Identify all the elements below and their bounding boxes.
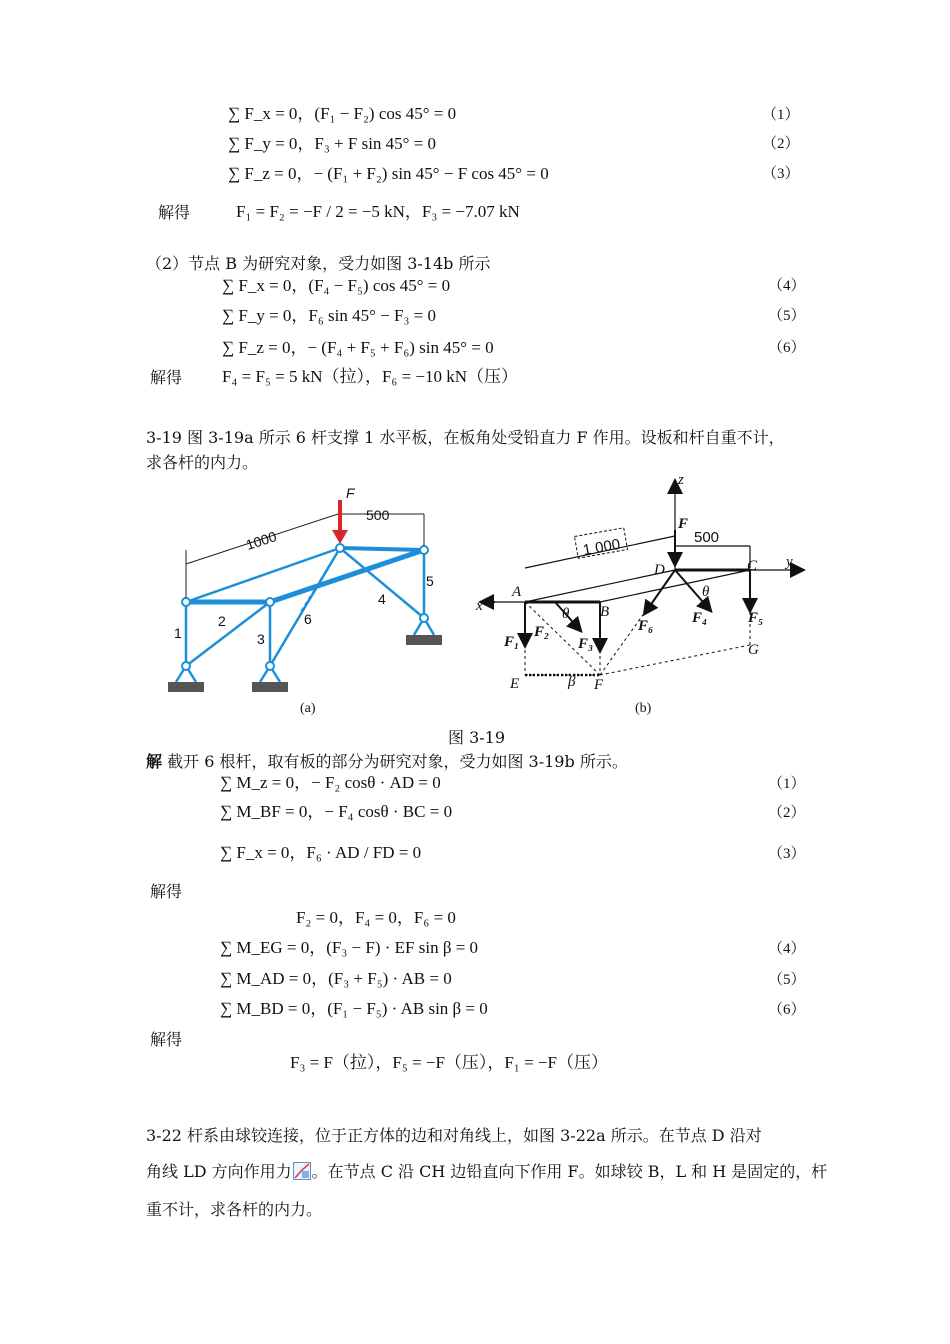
- equation-2: ∑ F_y = 0，F₃ + F sin 45° = 0: [228, 134, 437, 153]
- bar-label-5: 5: [426, 573, 434, 589]
- axis-x-label: x: [476, 598, 483, 614]
- point-B: B: [600, 604, 610, 620]
- equation-4: ∑ F_x = 0，(F₄ − F₅) cos 45° = 0: [222, 276, 451, 295]
- problem-322-line2b: 。在节点 C 沿 CH 边铅直向下作用 F。如球铰 B，L 和 H 是固定的，杆: [311, 1162, 828, 1181]
- solve-label-2: 解得: [150, 368, 183, 387]
- problem-322-line1: 3-22 杆系由球铰连接，位于正方体的边和对角线上，如图 3-22a 所示。在节点 D 沿对: [146, 1126, 762, 1145]
- equation-number-5: （5）: [768, 308, 806, 324]
- figure-caption: 图 3-19: [448, 728, 506, 747]
- moment-eq-1: ∑ M_z = 0，− F₂ cosθ · AD = 0: [220, 773, 441, 792]
- fig-b-caption: (b): [635, 701, 652, 716]
- ground-support-1: [168, 682, 204, 692]
- force-F5-label: F₅: [748, 610, 764, 626]
- moment-number-3: （3）: [768, 846, 806, 862]
- problem-322-line2: [146, 1162, 827, 1182]
- moment-number-4: （4）: [768, 941, 806, 957]
- fig-b-dim-1000: 1 000: [581, 535, 622, 560]
- fig-b-force-F: F: [678, 516, 689, 532]
- force-F2-label: F₂: [534, 624, 550, 640]
- axis-z-label: z: [678, 472, 684, 488]
- bar-label-2: 2: [218, 613, 226, 629]
- equation-number-6: （6）: [768, 340, 806, 356]
- ground-support-3: [406, 635, 442, 645]
- solve-label-4: 解得: [150, 1030, 183, 1049]
- fig-a-force-label: F: [346, 485, 355, 501]
- moment-eq-6: ∑ M_BD = 0，(F₁ − F₅) · AB sin β = 0: [220, 999, 488, 1018]
- result-1: F₂ = 0，F₄ = 0，F₆ = 0: [296, 908, 456, 927]
- equation-number-3: （3）: [762, 166, 800, 182]
- point-F: F: [594, 677, 604, 693]
- moment-eq-2: ∑ M_BF = 0，− F₄ cosθ · BC = 0: [220, 802, 453, 821]
- point-D: D: [654, 562, 665, 578]
- problem-319-line2: 求各杆的内力。: [146, 453, 259, 472]
- figure-3-19b: [470, 470, 810, 720]
- equation-number-1: （1）: [762, 107, 800, 123]
- moment-eq-5: ∑ M_AD = 0，(F₃ + F₅) · AB = 0: [220, 969, 452, 988]
- solution-head: 解: [146, 752, 163, 771]
- solve-result-2: F₄ = F₅ = 5 kN（拉），F₆ = −10 kN（压）: [222, 367, 519, 386]
- equation-number-2: （2）: [762, 136, 800, 152]
- solve-result: F₁ = F₂ = −F / 2 = −5 kN，F₃ = −7.07 kN: [236, 202, 520, 221]
- angle-theta-1: θ: [562, 606, 570, 622]
- point-G: G: [748, 642, 759, 658]
- force-F4-label: F₄: [692, 610, 708, 626]
- section-intro: （2）节点 B 为研究对象，受力如图 3-14b 所示: [146, 254, 491, 273]
- solve-label: 解得: [158, 203, 191, 222]
- force-F3-label: F₃: [578, 636, 594, 652]
- moment-number-6: （6）: [768, 1002, 806, 1018]
- point-A: A: [512, 584, 522, 600]
- moment-eq-4: ∑ M_EG = 0，(F₃ − F) · EF sin β = 0: [220, 938, 479, 957]
- point-C: C: [747, 558, 758, 574]
- equation-5: ∑ F_y = 0，F₆ sin 45° − F₃ = 0: [222, 306, 436, 325]
- bar-label-3: 3: [257, 631, 265, 647]
- problem-322-line2a: 角线 LD 方向作用力: [146, 1162, 292, 1181]
- angle-beta: β: [568, 674, 576, 690]
- fig-a-dim-1000: 1000: [243, 528, 279, 553]
- bar-label-6: 6: [304, 611, 312, 627]
- equation-6: ∑ F_z = 0，− (F₄ + F₅ + F₆) sin 45° = 0: [222, 338, 494, 357]
- angle-theta-2: θ: [702, 584, 710, 600]
- equation-1: ∑ F_x = 0，(F₁ − F₂) cos 45° = 0: [228, 104, 457, 123]
- equation-number-4: （4）: [768, 278, 806, 294]
- bar-label-4: 4: [378, 591, 386, 607]
- solve-label-3: 解得: [150, 882, 183, 901]
- problem-319-line1: 3-19 图 3-19a 所示 6 杆支撑 1 水平板，在板角处受铅直力 F 作用。设板和杆自重不计，: [146, 428, 785, 447]
- solution-intro: [146, 752, 628, 772]
- fig-a-dim-500: 500: [366, 507, 390, 523]
- force-F6-label: F₆: [638, 618, 654, 634]
- point-E: E: [510, 676, 520, 692]
- problem-322-line3: 重不计，求各杆的内力。: [146, 1200, 323, 1219]
- moment-number-2: （2）: [768, 805, 806, 821]
- solution-text: 截开 6 根杆，取有板的部分为研究对象，受力如图 3-19b 所示。: [162, 752, 628, 771]
- result-2: F₃ = F（拉），F₅ = −F（压），F₁ = −F（压）: [290, 1053, 608, 1072]
- fig-a-caption: (a): [300, 701, 316, 716]
- figure-3-19a: [160, 478, 460, 718]
- broken-image-icon: [293, 1162, 311, 1180]
- equation-3: ∑ F_z = 0，− (F₁ + F₂) sin 45° − F cos 45° = 0: [228, 164, 549, 183]
- ground-support-2: [252, 682, 288, 692]
- moment-number-5: （5）: [768, 972, 806, 988]
- moment-eq-3: ∑ F_x = 0，F₆ · AD / FD = 0: [220, 843, 422, 862]
- fig-b-dim-500: 500: [694, 529, 720, 546]
- force-F1-label: F₁: [504, 634, 520, 650]
- moment-number-1: （1）: [768, 776, 806, 792]
- bar-label-1: 1: [174, 625, 182, 641]
- axis-y-label: y: [786, 554, 793, 570]
